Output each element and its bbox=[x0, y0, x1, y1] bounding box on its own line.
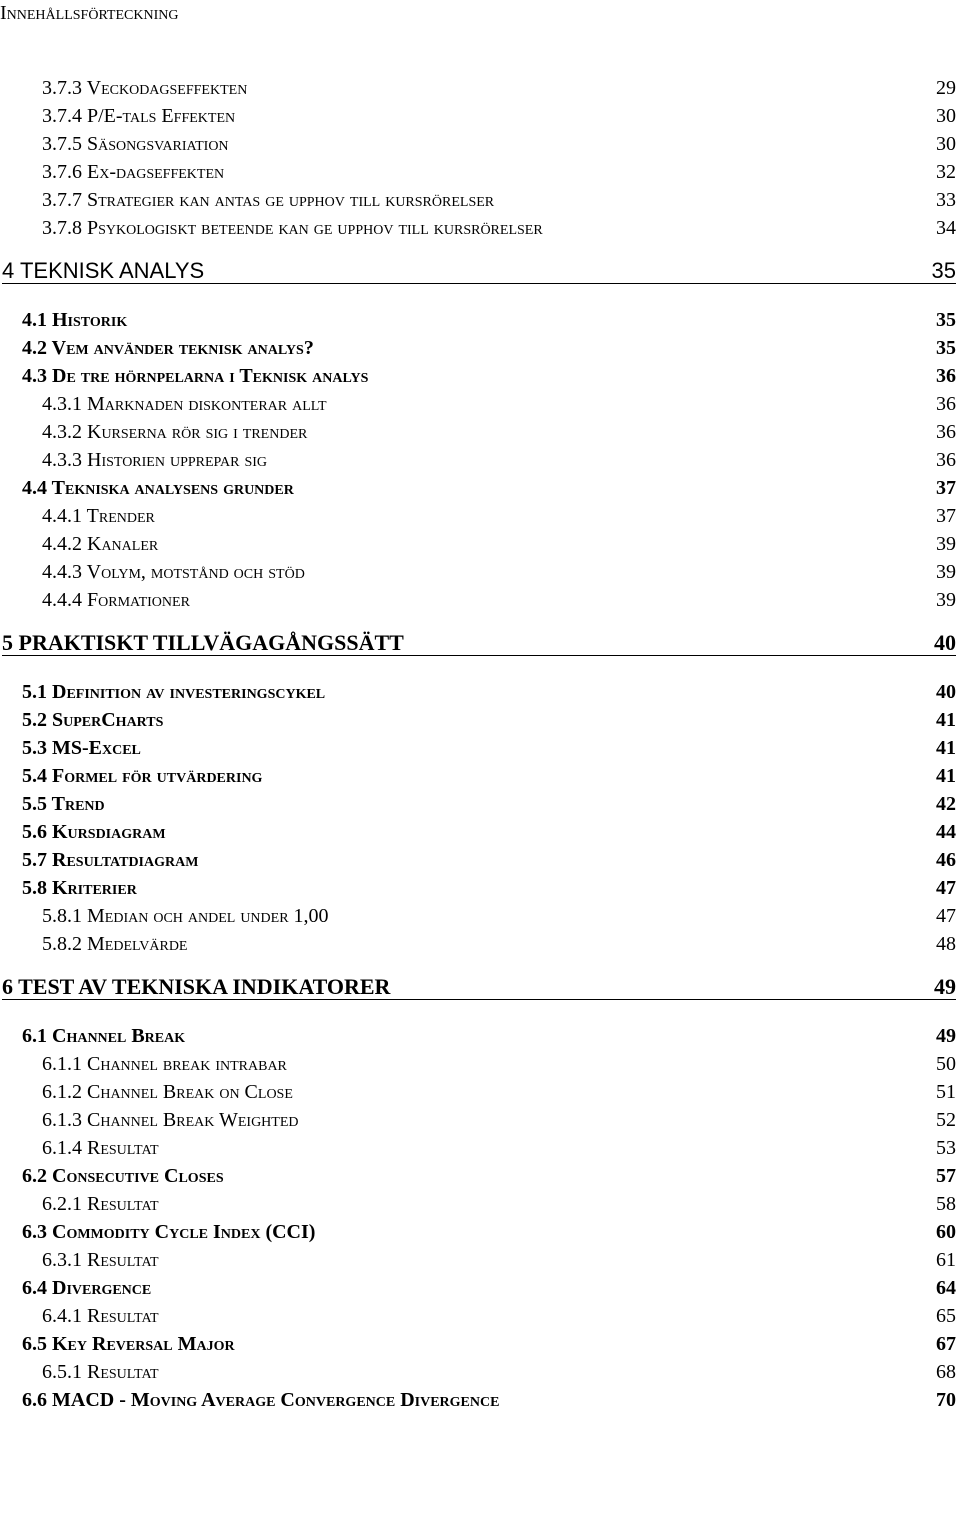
toc-entry-title: 3.7.6 Ex-dagseffekten bbox=[42, 161, 225, 183]
toc-section-entry[interactable] bbox=[0, 1274, 960, 1302]
toc-subsection-entry[interactable] bbox=[0, 1302, 960, 1330]
toc-entry-title: 4.3.3 Historien upprepar sig bbox=[42, 449, 268, 471]
toc-entry-page-number: 48 bbox=[936, 933, 956, 955]
toc-entry-page-number: 40 bbox=[936, 681, 956, 703]
toc-section-entry[interactable] bbox=[0, 362, 960, 390]
toc-chapter-entry[interactable] bbox=[0, 250, 960, 288]
toc-section-entry[interactable] bbox=[0, 474, 960, 502]
toc-entry-title: 6.3.1 Resultat bbox=[42, 1249, 159, 1271]
toc-entry-title: 3.7.5 Säsongsvariation bbox=[42, 133, 229, 155]
toc-entry-page-number: 36 bbox=[936, 421, 956, 443]
toc-entry-page-number: 30 bbox=[936, 105, 956, 127]
toc-entry-title: 5.5 Trend bbox=[22, 793, 105, 815]
toc-entry-title: 6.3 Commodity Cycle Index (CCI) bbox=[22, 1221, 316, 1243]
toc-section-entry[interactable] bbox=[0, 306, 960, 334]
toc-entry-page-number: 29 bbox=[936, 77, 956, 99]
toc-entry-title: 3.7.7 Strategier kan antas ge upphov till kursrörelser bbox=[42, 189, 495, 211]
toc-section-entry[interactable] bbox=[0, 846, 960, 874]
toc-entry-title: 4.4.3 Volym, motstånd och stöd bbox=[42, 561, 305, 583]
toc-entry-title: 4.4.4 Formationer bbox=[42, 589, 190, 611]
toc-subsection-entry[interactable] bbox=[0, 1246, 960, 1274]
toc-subsection-entry[interactable] bbox=[0, 214, 960, 242]
toc-subsection-entry[interactable] bbox=[0, 186, 960, 214]
toc-section-entry[interactable] bbox=[0, 1330, 960, 1358]
toc-entry-title: 4.4.2 Kanaler bbox=[42, 533, 159, 555]
toc-entry-title: 6.1.3 Channel Break Weighted bbox=[42, 1109, 299, 1131]
toc-entry-title: 6.1.2 Channel Break on Close bbox=[42, 1081, 293, 1103]
toc-entry-page-number: 41 bbox=[936, 709, 956, 731]
toc-entry-page-number: 60 bbox=[936, 1221, 956, 1243]
toc-section-entry[interactable] bbox=[0, 1386, 960, 1414]
toc-entry-page-number: 67 bbox=[936, 1333, 956, 1355]
toc-entry-page-number: 39 bbox=[936, 561, 956, 583]
toc-entry-title: 4.3.2 Kurserna rör sig i trender bbox=[42, 421, 308, 443]
toc-subsection-entry[interactable] bbox=[0, 74, 960, 102]
toc-subsection-entry[interactable] bbox=[0, 930, 960, 958]
toc-entry-title: 6.1 Channel Break bbox=[22, 1025, 186, 1047]
toc-subsection-entry[interactable] bbox=[0, 1078, 960, 1106]
toc-entry-page-number: 52 bbox=[936, 1109, 956, 1131]
toc-entry-title: 4.3.1 Marknaden diskonterar allt bbox=[42, 393, 327, 415]
toc-subsection-entry[interactable] bbox=[0, 902, 960, 930]
toc-entry-page-number: 49 bbox=[934, 974, 956, 999]
toc-entry-title: 6.4.1 Resultat bbox=[42, 1305, 159, 1327]
toc-entry-page-number: 36 bbox=[936, 393, 956, 415]
toc-subsection-entry[interactable] bbox=[0, 530, 960, 558]
toc-entry-title: 5.4 Formel för utvärdering bbox=[22, 765, 263, 787]
toc-entry-page-number: 49 bbox=[936, 1025, 956, 1047]
toc-section-entry[interactable] bbox=[0, 706, 960, 734]
toc-entry-page-number: 35 bbox=[936, 337, 956, 359]
page-header: Innehållsförteckning bbox=[0, 2, 179, 24]
toc-entry-page-number: 39 bbox=[936, 589, 956, 611]
toc-entry-title: 3.7.8 Psykologiskt beteende kan ge upphov till kursrörelser bbox=[42, 217, 543, 239]
toc-entry-title: 4.3 De tre hörnpelarna i Teknisk analys bbox=[22, 365, 369, 387]
toc-subsection-entry[interactable] bbox=[0, 390, 960, 418]
toc-section-entry[interactable] bbox=[0, 1022, 960, 1050]
toc-section-entry[interactable] bbox=[0, 1218, 960, 1246]
toc-section-entry[interactable] bbox=[0, 678, 960, 706]
toc-entry-page-number: 70 bbox=[936, 1389, 956, 1411]
toc-subsection-entry[interactable] bbox=[0, 502, 960, 530]
toc-entry-page-number: 58 bbox=[936, 1193, 956, 1215]
toc-entry-page-number: 36 bbox=[936, 449, 956, 471]
toc-entry-page-number: 51 bbox=[936, 1081, 956, 1103]
toc-entry-page-number: 61 bbox=[936, 1249, 956, 1271]
toc-entry-title: 5 PRAKTISKT TILLVÄGAGÅNGSSÄTT bbox=[2, 630, 404, 655]
toc-entry-title: 4.4.1 Trender bbox=[42, 505, 155, 527]
toc-entry-title: 6.1.4 Resultat bbox=[42, 1137, 159, 1159]
toc-subsection-entry[interactable] bbox=[0, 1358, 960, 1386]
toc-entry-page-number: 34 bbox=[936, 217, 956, 239]
toc-entry-page-number: 35 bbox=[936, 309, 956, 331]
toc-section-entry[interactable] bbox=[0, 818, 960, 846]
toc-entry-title: 6.6 MACD - Moving Average Convergence Divergence bbox=[22, 1389, 500, 1411]
toc-subsection-entry[interactable] bbox=[0, 130, 960, 158]
toc-entry-title: 5.2 SuperCharts bbox=[22, 709, 164, 731]
toc-entry-page-number: 68 bbox=[936, 1361, 956, 1383]
toc-section-entry[interactable] bbox=[0, 1162, 960, 1190]
toc-entry-title: 3.7.3 Veckodagseffekten bbox=[42, 77, 248, 99]
toc-entry-title: 6.2 Consecutive Closes bbox=[22, 1165, 224, 1187]
toc-entry-page-number: 41 bbox=[936, 737, 956, 759]
toc-entry-page-number: 36 bbox=[936, 365, 956, 387]
toc-entry-title: 5.1 Definition av investeringscykel bbox=[22, 681, 326, 703]
toc-subsection-entry[interactable] bbox=[0, 446, 960, 474]
toc-entry-page-number: 37 bbox=[936, 477, 956, 499]
toc-entry-title: 6.5.1 Resultat bbox=[42, 1361, 159, 1383]
toc-subsection-entry[interactable] bbox=[0, 558, 960, 586]
toc-entry-page-number: 57 bbox=[936, 1165, 956, 1187]
toc-entry-page-number: 46 bbox=[936, 849, 956, 871]
toc-entry-title: 5.7 Resultatdiagram bbox=[22, 849, 199, 871]
toc-entry-page-number: 41 bbox=[936, 765, 956, 787]
toc-entry-page-number: 32 bbox=[936, 161, 956, 183]
toc-entry-title: 4.4 Tekniska analysens grunder bbox=[22, 477, 294, 499]
toc-entry-page-number: 47 bbox=[936, 877, 956, 899]
toc-entry-title: 6.4 Divergence bbox=[22, 1277, 152, 1299]
toc-entry-page-number: 39 bbox=[936, 533, 956, 555]
toc-subsection-entry[interactable] bbox=[0, 1134, 960, 1162]
toc-subsection-entry[interactable] bbox=[0, 102, 960, 130]
toc-subsection-entry[interactable] bbox=[0, 1050, 960, 1078]
toc-entry-page-number: 50 bbox=[936, 1053, 956, 1075]
toc-entry-title: 6.5 Key Reversal Major bbox=[22, 1333, 235, 1355]
toc-entry-title: 5.8.1 Median och andel under 1,00 bbox=[42, 905, 329, 927]
toc-entry-page-number: 40 bbox=[934, 630, 956, 655]
toc-section-entry[interactable] bbox=[0, 874, 960, 902]
toc-entry-page-number: 30 bbox=[936, 133, 956, 155]
toc-subsection-entry[interactable] bbox=[0, 586, 960, 614]
toc-entry-title: 3.7.4 P/E-tals Effekten bbox=[42, 105, 236, 127]
table-of-contents bbox=[0, 74, 960, 1414]
toc-subsection-entry[interactable] bbox=[0, 1106, 960, 1134]
toc-entry-title: 4 TEKNISK ANALYS bbox=[2, 258, 205, 283]
toc-chapter-entry[interactable] bbox=[0, 622, 960, 660]
toc-subsection-entry[interactable] bbox=[0, 418, 960, 446]
toc-section-entry[interactable] bbox=[0, 762, 960, 790]
toc-subsection-entry[interactable] bbox=[0, 1190, 960, 1218]
toc-entry-page-number: 53 bbox=[936, 1137, 956, 1159]
toc-entry-page-number: 35 bbox=[931, 258, 956, 283]
toc-entry-page-number: 64 bbox=[936, 1277, 956, 1299]
toc-entry-title: 5.6 Kursdiagram bbox=[22, 821, 166, 843]
toc-entry-page-number: 65 bbox=[936, 1305, 956, 1327]
toc-entry-page-number: 33 bbox=[936, 189, 956, 211]
toc-entry-title: 6.1.1 Channel break intrabar bbox=[42, 1053, 287, 1075]
toc-entry-page-number: 44 bbox=[936, 821, 956, 843]
toc-entry-page-number: 47 bbox=[936, 905, 956, 927]
toc-entry-title: 4.2 Vem använder teknisk analys? bbox=[22, 337, 314, 359]
toc-entry-title: 5.8.2 Medelvärde bbox=[42, 933, 188, 955]
toc-section-entry[interactable] bbox=[0, 734, 960, 762]
toc-subsection-entry[interactable] bbox=[0, 158, 960, 186]
toc-section-entry[interactable] bbox=[0, 334, 960, 362]
toc-chapter-entry[interactable] bbox=[0, 966, 960, 1004]
toc-entry-title: 5.3 MS-Excel bbox=[22, 737, 141, 759]
toc-entry-title: 4.1 Historik bbox=[22, 309, 128, 331]
toc-entry-page-number: 37 bbox=[936, 505, 956, 527]
toc-entry-title: 6 TEST AV TEKNISKA INDIKATORER bbox=[2, 974, 391, 999]
toc-section-entry[interactable] bbox=[0, 790, 960, 818]
toc-entry-title: 5.8 Kriterier bbox=[22, 877, 137, 899]
toc-entry-page-number: 42 bbox=[936, 793, 956, 815]
toc-entry-title: 6.2.1 Resultat bbox=[42, 1193, 159, 1215]
